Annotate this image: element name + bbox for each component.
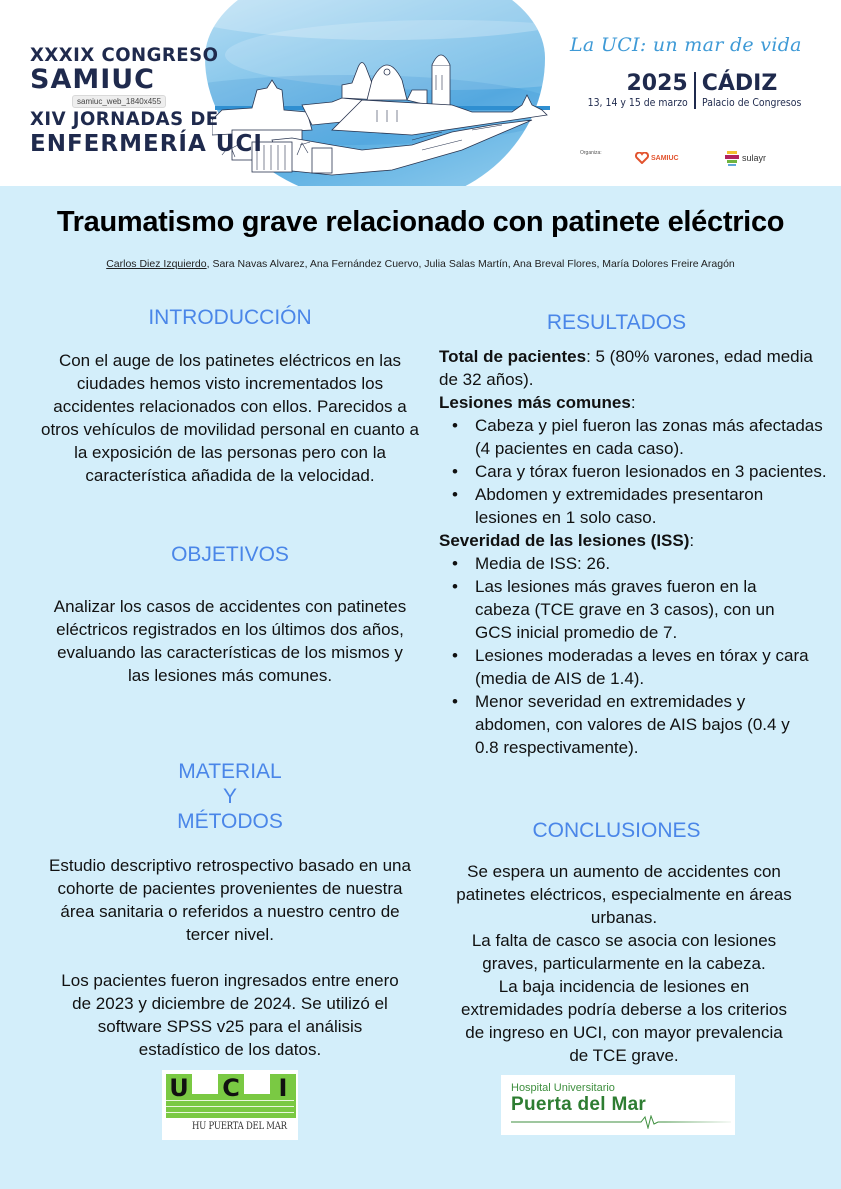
ecg-line-icon	[511, 1115, 731, 1129]
severidad-label: Severidad de las lesiones (ISS):	[439, 531, 695, 550]
material-metodos-section	[40, 759, 420, 834]
slogan: La UCI: un mar de vida	[570, 34, 802, 56]
hospital-puerta-del-mar-logo	[501, 1075, 735, 1135]
material-metodos-text-1: Estudio descriptivo retrospectivo basado en una cohorte de pacientes provenientes de nuestra área sanitaria o referidos a nuestro centro de tercer nivel.	[49, 856, 411, 944]
resultados-heading: RESULTADOS	[546, 311, 687, 334]
authors-line	[0, 258, 841, 270]
objetivos-text: Analizar los casos de accidentes con patinetes eléctricos registrados en los últimos dos años, evaluando las características de los mismos y las lesiones más comunes.	[53, 597, 407, 685]
cadiz-skyline-illustration	[212, 50, 552, 185]
conclusiones-text-1: Se espera un aumento de accidentes con patinetes eléctricos, especialmente en áreas urbanas.	[456, 862, 792, 927]
list-item: • Media de ISS: 26.	[439, 552, 829, 575]
uci-letter-c: C	[222, 1074, 240, 1102]
list-item: • Cabeza y piel fueron las zonas más afectadas (4 pacientes en cada caso).	[439, 414, 829, 460]
congress-line-2: SAMIUC	[30, 64, 155, 95]
lesiones-label: Lesiones más comunes:	[439, 393, 636, 412]
list-item: • Cara y tórax fueron lesionados en 3 pacientes.	[439, 460, 829, 483]
hospital-line-2: Puerta del Mar	[511, 1094, 647, 1115]
list-item: • Lesiones moderadas a leves en tórax y cara (media de AIS de 1.4).	[439, 644, 829, 690]
congress-line-1: XXXIX CONGRESO	[30, 44, 219, 66]
poster-title: Traumatismo grave relacionado con patinete eléctrico	[56, 206, 785, 238]
total-pacientes: Total de pacientes: 5 (80% varones, edad media de 32 años).	[439, 347, 813, 389]
severidad-list	[439, 552, 829, 759]
uci-caption: HU PUERTA DEL MAR	[192, 1121, 287, 1132]
conclusiones-text-3: La baja incidencia de lesiones en extremidades podría deberse a los criterios de ingreso en UCI, con mayor prevalencia de TCE grave.	[461, 977, 787, 1065]
event-info-block	[570, 34, 820, 109]
co-authors: , Sara Navas Alvarez, Ana Fernández Cuervo, Julia Salas Martín, Ana Breval Flores, María Dolores Freire Aragón	[206, 258, 735, 270]
jornadas-line-1: XIV JORNADAS DE	[30, 108, 219, 130]
uci-letter-u: U	[169, 1074, 189, 1102]
presenting-author: Carlos Diez Izquierdo	[106, 258, 207, 270]
list-item: • Abdomen y extremidades presentaron lesiones en 1 solo caso.	[439, 483, 829, 529]
jornadas-line-2: ENFERMERÍA UCI	[30, 131, 263, 157]
date-location-row	[570, 72, 820, 109]
uci-letter-i: I	[278, 1074, 288, 1102]
list-item: • Menor severidad en extremidades y abdomen, con valores de AIS bajos (0.4 y 0.8 respectivamente).	[439, 690, 829, 759]
conclusiones-heading: CONCLUSIONES	[532, 819, 701, 842]
sulayr-logo: sulayr	[725, 150, 766, 166]
heart-icon	[635, 152, 649, 164]
conference-banner	[0, 0, 841, 186]
samiuc-logo: SAMIUC	[635, 152, 679, 164]
hospital-line-1: Hospital Universitario	[511, 1082, 615, 1094]
event-venue: Palacio de Congresos	[701, 96, 802, 109]
conclusiones-section	[439, 818, 794, 843]
objetivos-heading: OBJETIVOS	[171, 543, 289, 566]
event-dates: 13, 14 y 15 de marzo	[587, 96, 688, 109]
introduccion-heading: INTRODUCCIÓN	[148, 306, 312, 329]
uci-hu-puerta-del-mar-logo	[162, 1070, 298, 1140]
organizers-row	[580, 148, 820, 178]
image-label-tooltip: samiuc_web_1840x455	[72, 95, 166, 108]
conclusiones-text-2: La falta de casco se asocia con lesiones graves, particularmente en la cabeza.	[471, 931, 777, 973]
sulayr-stripes-icon	[725, 150, 739, 166]
introduccion-text: Con el auge de los patinetes eléctricos en las ciudades hemos visto incrementados los accidentes relacionados con ellos. Parecidos a otros vehículos de movilidad personal en cuanto a la exposición de las personas pero con la característica añadida de la velocidad.	[40, 351, 419, 485]
material-metodos-text-2: Los pacientes fueron ingresados entre enero de 2023 y diciembre de 2024. Se utilizó el software SPSS v25 para el análisis estadístico de los datos.	[61, 971, 399, 1059]
organizers-label: Organiza:	[580, 150, 602, 156]
introduccion-section	[40, 305, 420, 330]
event-year: 2025	[626, 71, 688, 96]
resultados-body	[439, 345, 829, 759]
lesiones-list	[439, 414, 829, 529]
material-metodos-heading: MATERIAL Y MÉTODOS	[177, 760, 283, 833]
list-item: • Las lesiones más graves fueron en la cabeza (TCE grave en 3 casos), con un GCS inicial promedio de 7.	[439, 575, 829, 644]
resultados-section	[439, 310, 794, 335]
objetivos-section	[40, 542, 420, 567]
conclusiones-body	[429, 860, 819, 1067]
event-city: CÁDIZ	[701, 71, 778, 96]
